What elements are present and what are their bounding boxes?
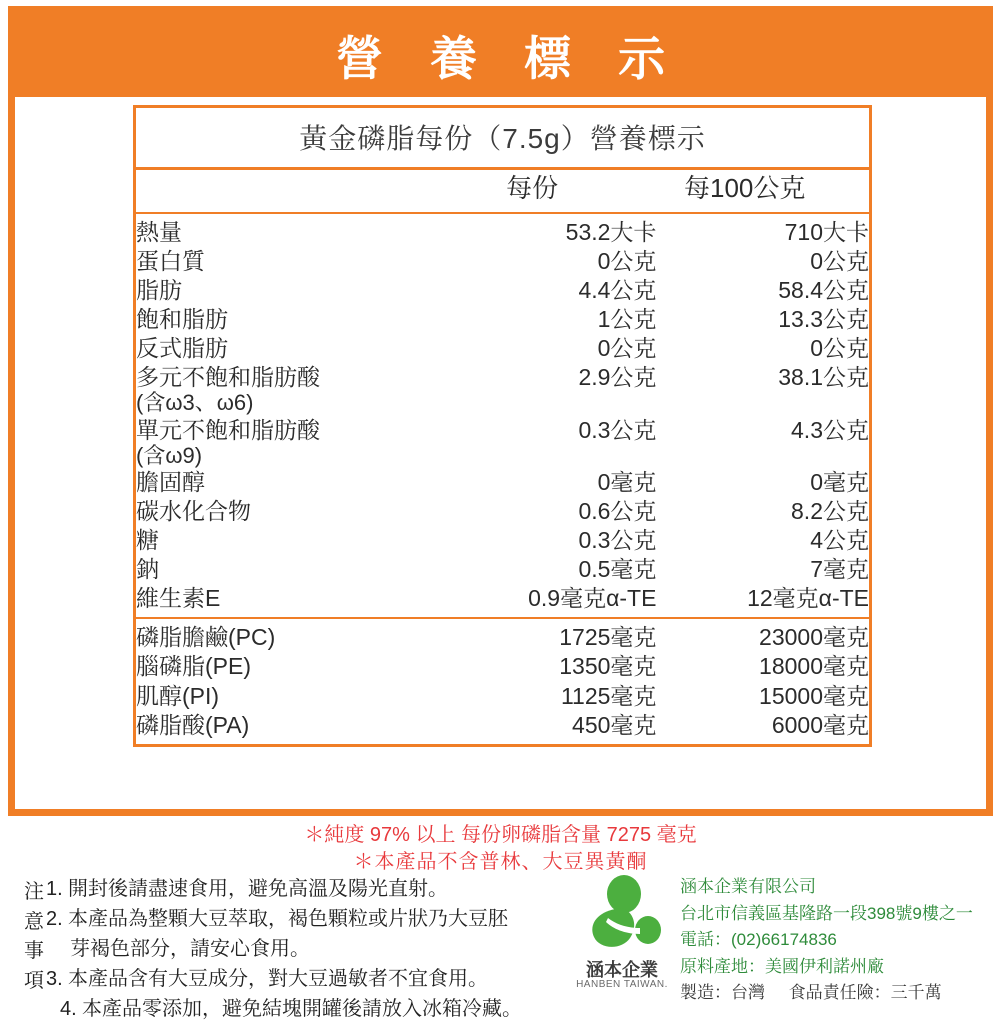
row-name: 飽和脂肪 [136, 306, 228, 333]
red-note-free-from: ＊本產品不含普林、大豆異黃酮 [353, 851, 648, 873]
note-text-cont: 芽褐色部分，請安心食用。 [70, 938, 310, 960]
row-serving: 450毫克 [572, 711, 657, 738]
row-serving: 0.3公克 [578, 526, 657, 553]
note-text: 本產品零添加，避免結塊開罐後請放入冰箱冷藏。 [82, 998, 522, 1020]
row-serving: 1125毫克 [560, 682, 657, 709]
row-name: 鈉 [136, 556, 159, 583]
row-serving: 0.5毫克 [578, 556, 657, 583]
row-name: 脂肪 [136, 276, 182, 303]
row-name: 肌醇(PI) [136, 682, 220, 709]
row-serving: 0毫克 [597, 468, 657, 495]
title-bar [15, 13, 986, 97]
row-per100: 0毫克 [810, 468, 869, 495]
section-separator [136, 613, 869, 623]
note-number: 3. [46, 968, 63, 990]
logo-name: 涵本企業 [586, 960, 658, 980]
bottom-section [0, 872, 1001, 1020]
row-name-group [136, 416, 444, 468]
row-name: 膽固醇 [136, 468, 205, 495]
leaf-logo-icon [578, 874, 666, 956]
row-subnote: (含ω3、ω6) [136, 390, 254, 416]
company-name: 涵本企業有限公司 [680, 877, 816, 896]
row-serving: 0公克 [597, 247, 657, 274]
list-item [46, 994, 566, 1024]
row-per100: 8.2公克 [791, 497, 869, 524]
table-subtitle: 黃金磷脂每份（7.5g）營養標示 [299, 123, 706, 154]
table-subtitle-row [136, 108, 869, 170]
row-name: 腦磷脂(PE) [136, 653, 251, 680]
logo-subtitle: HANBEN TAIWAN. [576, 979, 668, 990]
row-serving: 0公克 [597, 335, 657, 362]
notes-list [46, 874, 566, 1024]
row-name: 磷脂酸(PA) [136, 711, 250, 738]
table-row [136, 623, 869, 652]
row-per100: 13.3公克 [778, 306, 869, 333]
company-address: 台北市信義區基隆路一段398號9樓之一 [680, 903, 973, 923]
col-header-serving: 每份 [506, 173, 559, 203]
table-row [136, 247, 869, 276]
note-number: 1. [46, 878, 63, 900]
page-title: 營 養 標 示 [335, 31, 683, 85]
list-item [46, 904, 566, 964]
notes-label-char: 項 [24, 969, 44, 992]
row-name: 多元不飽和脂肪酸 [136, 364, 320, 391]
row-name: 反式脂肪 [136, 335, 228, 362]
row-per100: 38.1公克 [778, 364, 869, 391]
row-per100: 710大卡 [784, 218, 869, 245]
row-name: 維生素E [136, 585, 221, 612]
row-name: 磷脂膽鹼(PC) [136, 624, 276, 651]
row-per100: 12毫克α-TE [747, 585, 869, 612]
row-name: 碳水化合物 [136, 497, 251, 524]
row-serving: 2.9公克 [578, 364, 657, 391]
row-subnote: (含ω9) [136, 442, 203, 468]
table-row [136, 416, 869, 468]
col-header-blank [136, 170, 444, 208]
row-per100: 0公克 [810, 335, 869, 362]
list-item [46, 874, 566, 904]
col-header-per100: 每100公克 [684, 173, 806, 203]
table-row [136, 555, 869, 584]
company-info [680, 874, 973, 1007]
company-manufacture-line [680, 980, 973, 1007]
row-per100: 4.3公克 [791, 416, 869, 443]
row-name: 糖 [136, 526, 159, 553]
notes-label-char: 事 [24, 940, 44, 963]
row-per100: 7毫克 [810, 556, 869, 583]
row-name: 蛋白質 [136, 247, 205, 274]
table-row [136, 468, 869, 497]
note-number: 2. [46, 908, 63, 930]
nutrition-table-wrapper [133, 105, 872, 747]
notes-label-char: 意 [24, 910, 44, 933]
note-text: 開封後請盡速食用，避免高溫及陽光直射。 [68, 878, 448, 900]
note-text: 本產品為整顆大豆萃取，褐色顆粒或片狀乃大豆胚 [68, 908, 508, 930]
row-per100: 6000毫克 [771, 711, 869, 738]
row-per100: 4公克 [810, 526, 869, 553]
note-number: 4. [60, 998, 77, 1020]
company-origin: 原料產地：美國伊利諾州廠 [680, 956, 884, 976]
row-serving: 0.9毫克α-TE [528, 585, 657, 612]
list-item [46, 964, 566, 994]
row-name-group [136, 363, 444, 415]
row-name: 單元不飽和脂肪酸 [136, 416, 320, 443]
header-separator [136, 208, 869, 218]
table-row [136, 334, 869, 363]
table-row [136, 584, 869, 613]
table-row [136, 526, 869, 555]
note-text: 本產品含有大豆成分，對大豆過敏者不宜食用。 [68, 968, 488, 990]
red-notes [0, 822, 1001, 876]
row-name: 熱量 [136, 218, 182, 245]
table-row [136, 276, 869, 305]
company-phone: 電話：(02)66174836 [680, 930, 837, 950]
company-manufacture: 製造：台灣 [680, 983, 765, 1003]
row-serving: 0.6公克 [578, 497, 657, 524]
row-per100: 15000毫克 [759, 682, 869, 709]
table-row [136, 711, 869, 740]
table-row [136, 682, 869, 711]
table-row [136, 305, 869, 334]
row-serving: 1725毫克 [559, 624, 657, 651]
table-row [136, 652, 869, 681]
row-serving: 1350毫克 [559, 653, 657, 680]
nutrition-panel [8, 6, 993, 816]
table-row [136, 497, 869, 526]
table-header-row [136, 170, 869, 208]
row-serving: 1公克 [597, 306, 657, 333]
row-serving: 4.4公克 [578, 276, 657, 303]
company-insurance: 食品責任險：三千萬 [788, 983, 942, 1003]
row-per100: 18000毫克 [759, 653, 869, 680]
notes-label-char: 注 [24, 881, 44, 903]
row-per100: 0公克 [810, 247, 869, 274]
table-row [136, 363, 869, 415]
row-per100: 23000毫克 [759, 624, 869, 651]
notes-label [22, 878, 46, 996]
red-note-purity: ＊純度 97% 以上 每份卵磷脂含量 7275 毫克 [304, 824, 697, 846]
nutrition-table [136, 170, 869, 744]
row-serving: 0.3公克 [578, 416, 657, 443]
company-logo [566, 872, 676, 997]
row-serving: 53.2大卡 [565, 218, 657, 245]
row-per100: 58.4公克 [778, 276, 869, 303]
table-row [136, 218, 869, 247]
